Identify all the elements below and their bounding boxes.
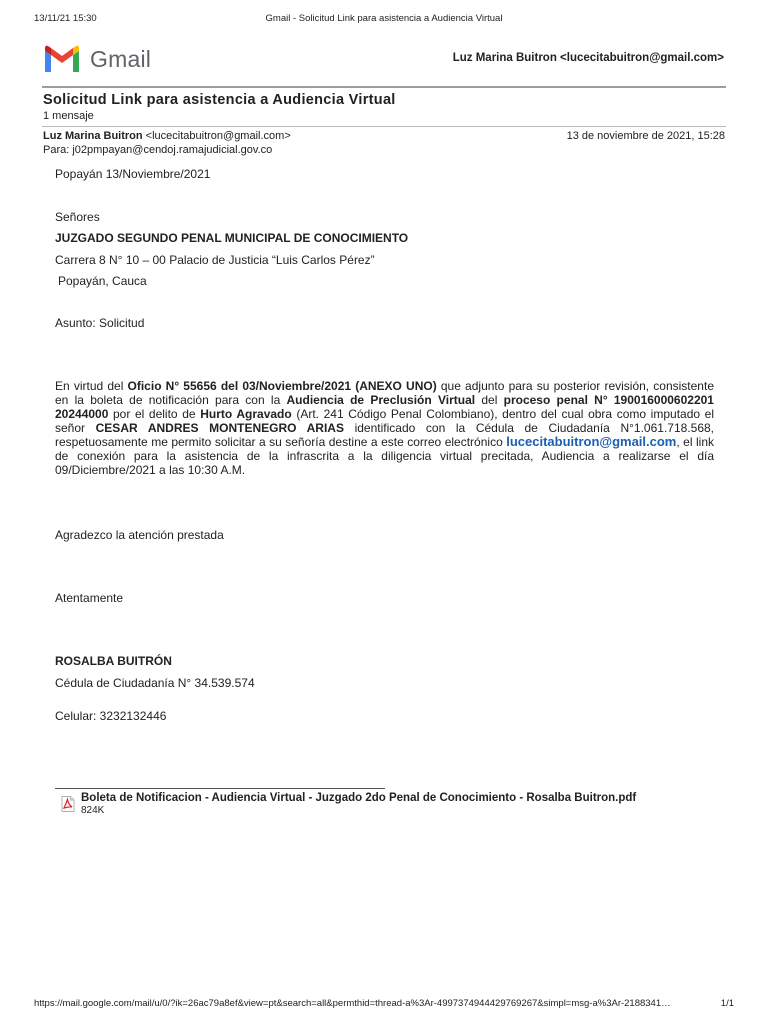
print-header — [0, 13, 768, 27]
letter-salutation: Señores — [55, 210, 100, 224]
hearing-type: Audiencia de Preclusión Virtual — [286, 393, 476, 407]
email-link[interactable]: lucecitabuitron@gmail.com — [506, 434, 677, 449]
body-text: (Art. 241 Código Penal Colombiano), dentro del cual obra como imputado el señor — [55, 407, 715, 435]
footer-page-number: 1/1 — [720, 998, 734, 1009]
letter-city: Popayán, Cauca — [58, 274, 147, 288]
message-to: Para: j02pmpayan@cendoj.ramajudicial.gov.co — [43, 144, 273, 156]
attachment-size: 824K — [81, 805, 105, 816]
letter-signer: ROSALBA BUITRÓN — [55, 654, 172, 668]
letter-address: Carrera 8 N° 10 – 00 Palacio de Justicia “Luis Carlos Pérez” — [55, 253, 375, 267]
divider — [42, 86, 726, 88]
message-from — [43, 130, 291, 142]
oficio-reference: Oficio N° 55656 del 03/Noviembre/2021 (ANEXO UNO) — [127, 379, 437, 393]
print-datetime: 13/11/21 15:30 — [34, 13, 97, 24]
body-text: , el link de conexión para la asistencia de la infrascrita a la diligencia virtual precitada, Audiencia a realizarse el día 09/Diciembre/2021 a las 10:30 A.M. — [55, 435, 714, 477]
print-title: Gmail - Solicitud Link para asistencia a Audiencia Virtual — [265, 13, 503, 24]
message-date: 13 de noviembre de 2021, 15:28 — [566, 130, 725, 142]
body-text: En virtud del — [55, 379, 128, 393]
divider — [42, 126, 726, 127]
gmail-m-icon — [43, 45, 81, 73]
footer-url: https://mail.google.com/mail/u/0/?ik=26ac79a8ef&view=pt&search=all&permthid=thread-a%3Ar-4997374944429769267&simpl=msg-a%3Ar-2188341… — [34, 998, 671, 1009]
letter-phone: Celular: 3232132446 — [55, 709, 167, 723]
thread-subject: Solicitud Link para asistencia a Audiencia Virtual — [43, 92, 396, 108]
message-count: 1 mensaje — [43, 110, 94, 122]
sender-name: Luz Marina Buitron — [43, 130, 143, 142]
gmail-logo — [43, 44, 151, 74]
letter-place-date: Popayán 13/Noviembre/2021 — [55, 167, 211, 181]
crime-name: Hurto Agravado — [200, 407, 292, 421]
body-text: por el delito de — [108, 407, 201, 421]
defendant-name: CESAR ANDRES MONTENEGRO ARIAS — [95, 421, 344, 435]
body-text: del — [475, 393, 504, 407]
pdf-icon — [60, 796, 76, 812]
letter-body-paragraph — [55, 379, 714, 477]
gmail-wordmark: Gmail — [90, 45, 152, 72]
attachment-divider — [55, 788, 385, 789]
letter-court: JUZGADO SEGUNDO PENAL MUNICIPAL DE CONOCIMIENTO — [55, 231, 409, 245]
process-number: proceso penal N° 190016000602201 20244000 — [55, 393, 714, 421]
letter-thanks: Agradezco la atención prestada — [55, 528, 224, 542]
letter-subject: Asunto: Solicitud — [55, 316, 145, 330]
sender-email: <lucecitabuitron@gmail.com> — [145, 130, 291, 142]
body-text: que adjunto para su posterior revisión, consistente en la boleta de notificación para con la — [55, 379, 714, 407]
attachment-link[interactable]: Boleta de Notificacion - Audiencia Virtual - Juzgado 2do Penal de Conocimiento - Rosalba Buitron.pdf — [81, 792, 637, 804]
body-text: identificado con la Cédula de Ciudadanía N°1.061.718.568, respetuosamente me permito solicitar a su señoría destine a este correo electrónico — [55, 421, 714, 449]
letter-closing: Atentamente — [55, 591, 124, 605]
account-label: Luz Marina Buitron <lucecitabuitron@gmail.com> — [452, 52, 724, 64]
letter-id-number: Cédula de Ciudadanía N° 34.539.574 — [55, 676, 255, 690]
